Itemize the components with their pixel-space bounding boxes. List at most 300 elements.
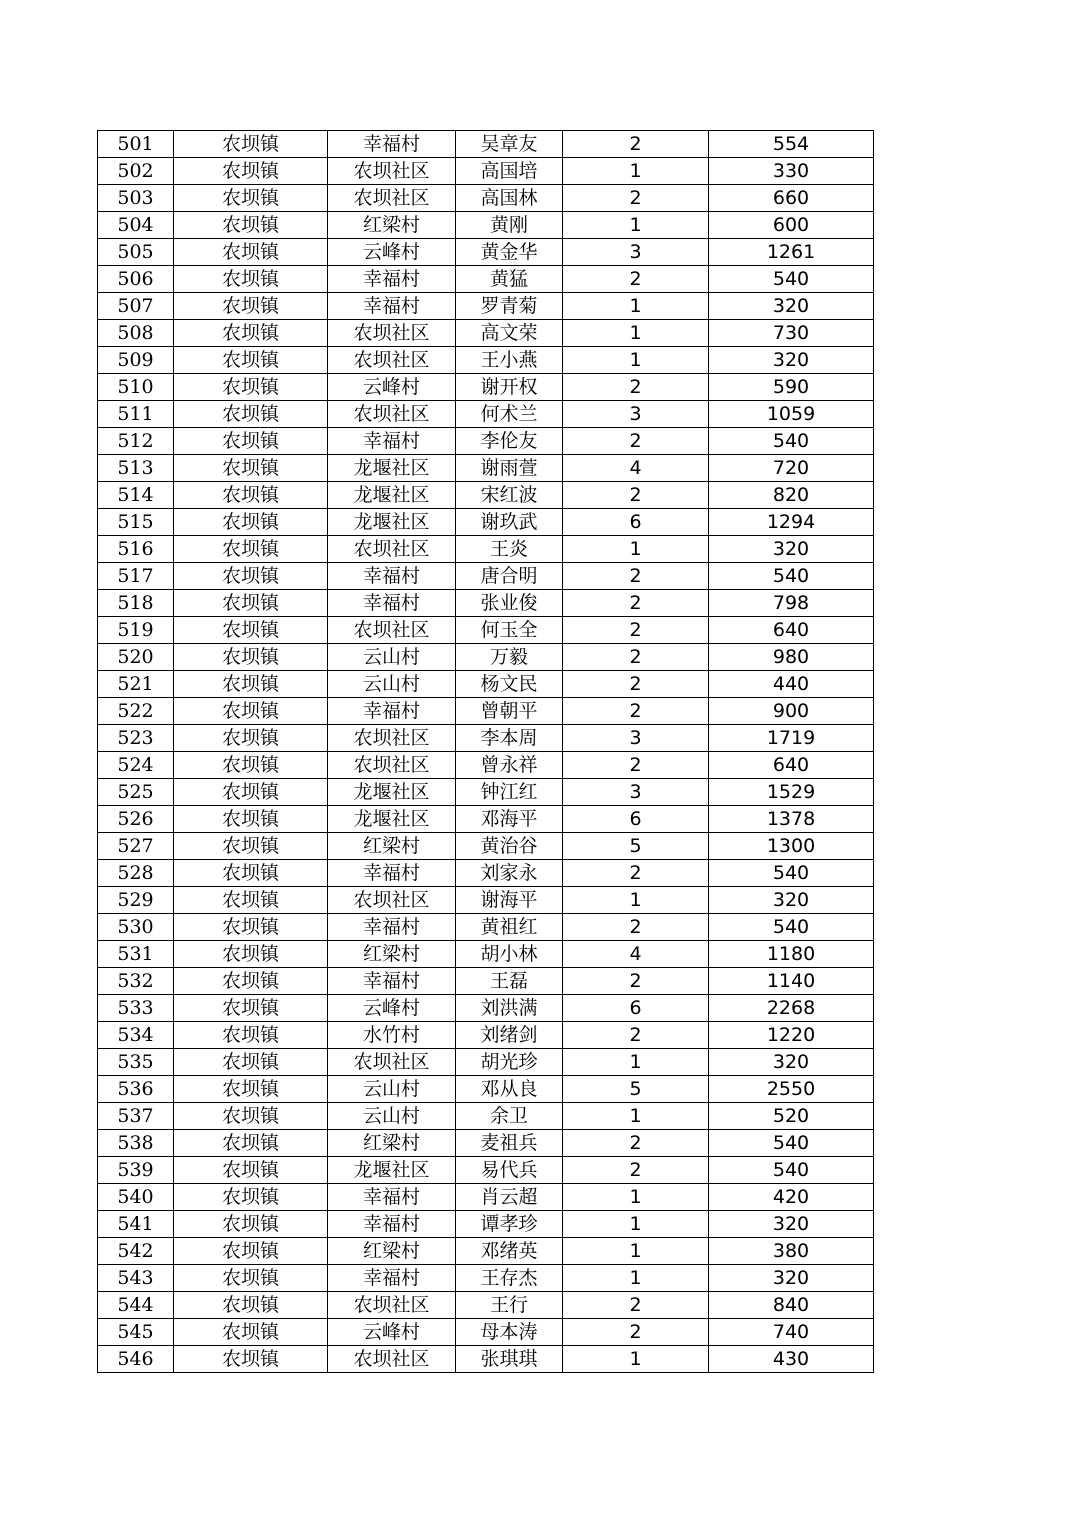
cell-amount: 600 [709,212,874,239]
table-row [98,779,874,806]
cell-village: 龙堰社区 [328,1157,456,1184]
cell-town: 农坝镇 [174,1022,328,1049]
cell-serial-number: 541 [98,1211,174,1238]
cell-household-count: 1 [563,158,709,185]
cell-serial-number: 542 [98,1238,174,1265]
cell-village: 红梁村 [328,833,456,860]
cell-town: 农坝镇 [174,941,328,968]
cell-serial-number: 517 [98,563,174,590]
cell-town: 农坝镇 [174,1265,328,1292]
cell-name: 谢海平 [456,887,563,914]
cell-village: 农坝社区 [328,158,456,185]
cell-household-count: 2 [563,1292,709,1319]
cell-town: 农坝镇 [174,617,328,644]
cell-name: 王炎 [456,536,563,563]
data-table-container [97,130,874,1373]
cell-village: 幸福村 [328,698,456,725]
cell-village: 水竹村 [328,1022,456,1049]
cell-name: 吴章友 [456,131,563,158]
cell-serial-number: 536 [98,1076,174,1103]
table-row [98,1130,874,1157]
cell-serial-number: 519 [98,617,174,644]
cell-village: 农坝社区 [328,401,456,428]
cell-serial-number: 534 [98,1022,174,1049]
cell-amount: 320 [709,536,874,563]
cell-amount: 320 [709,1211,874,1238]
cell-household-count: 2 [563,1319,709,1346]
table-row [98,968,874,995]
cell-town: 农坝镇 [174,1319,328,1346]
table-row [98,293,874,320]
cell-name: 李本周 [456,725,563,752]
cell-village: 农坝社区 [328,185,456,212]
cell-village: 龙堰社区 [328,509,456,536]
cell-town: 农坝镇 [174,374,328,401]
cell-village: 云峰村 [328,239,456,266]
cell-name: 易代兵 [456,1157,563,1184]
cell-amount: 440 [709,671,874,698]
cell-village: 农坝社区 [328,1049,456,1076]
cell-name: 高国林 [456,185,563,212]
cell-town: 农坝镇 [174,563,328,590]
cell-name: 余卫 [456,1103,563,1130]
cell-town: 农坝镇 [174,914,328,941]
cell-serial-number: 525 [98,779,174,806]
cell-village: 幸福村 [328,590,456,617]
cell-amount: 1180 [709,941,874,968]
cell-amount: 540 [709,563,874,590]
table-row [98,1346,874,1373]
table-row [98,644,874,671]
table-row [98,725,874,752]
cell-household-count: 2 [563,968,709,995]
cell-serial-number: 531 [98,941,174,968]
cell-household-count: 2 [563,698,709,725]
cell-village: 农坝社区 [328,536,456,563]
cell-serial-number: 522 [98,698,174,725]
cell-household-count: 1 [563,1265,709,1292]
table-row [98,860,874,887]
cell-town: 农坝镇 [174,428,328,455]
cell-serial-number: 532 [98,968,174,995]
cell-household-count: 1 [563,536,709,563]
cell-household-count: 2 [563,644,709,671]
cell-serial-number: 535 [98,1049,174,1076]
cell-serial-number: 543 [98,1265,174,1292]
cell-household-count: 1 [563,320,709,347]
cell-amount: 540 [709,428,874,455]
cell-amount: 1378 [709,806,874,833]
cell-serial-number: 524 [98,752,174,779]
cell-household-count: 2 [563,185,709,212]
cell-serial-number: 518 [98,590,174,617]
cell-amount: 320 [709,347,874,374]
table-row [98,1049,874,1076]
cell-amount: 720 [709,455,874,482]
table-row [98,347,874,374]
cell-amount: 1719 [709,725,874,752]
cell-name: 邓从良 [456,1076,563,1103]
cell-town: 农坝镇 [174,860,328,887]
cell-household-count: 5 [563,1076,709,1103]
cell-town: 农坝镇 [174,1238,328,1265]
table-row [98,806,874,833]
table-row [98,1238,874,1265]
table-row [98,1292,874,1319]
cell-household-count: 1 [563,293,709,320]
cell-serial-number: 502 [98,158,174,185]
cell-village: 农坝社区 [328,1292,456,1319]
cell-amount: 520 [709,1103,874,1130]
cell-village: 幸福村 [328,131,456,158]
cell-name: 万毅 [456,644,563,671]
cell-household-count: 2 [563,860,709,887]
cell-name: 黄治谷 [456,833,563,860]
cell-amount: 640 [709,617,874,644]
cell-amount: 320 [709,1049,874,1076]
cell-serial-number: 513 [98,455,174,482]
cell-serial-number: 504 [98,212,174,239]
cell-village: 云山村 [328,671,456,698]
cell-serial-number: 545 [98,1319,174,1346]
table-row [98,833,874,860]
cell-town: 农坝镇 [174,1157,328,1184]
cell-town: 农坝镇 [174,779,328,806]
cell-serial-number: 521 [98,671,174,698]
cell-serial-number: 530 [98,914,174,941]
table-row [98,617,874,644]
table-row [98,752,874,779]
table-row [98,239,874,266]
cell-amount: 420 [709,1184,874,1211]
cell-village: 幸福村 [328,968,456,995]
cell-amount: 330 [709,158,874,185]
cell-household-count: 1 [563,1184,709,1211]
cell-amount: 540 [709,1130,874,1157]
cell-household-count: 2 [563,266,709,293]
cell-household-count: 4 [563,455,709,482]
cell-town: 农坝镇 [174,455,328,482]
cell-name: 黄祖红 [456,914,563,941]
cell-village: 幸福村 [328,914,456,941]
cell-amount: 840 [709,1292,874,1319]
cell-amount: 2550 [709,1076,874,1103]
table-row [98,1211,874,1238]
cell-town: 农坝镇 [174,239,328,266]
cell-name: 王行 [456,1292,563,1319]
cell-town: 农坝镇 [174,752,328,779]
cell-village: 云峰村 [328,995,456,1022]
cell-amount: 554 [709,131,874,158]
cell-household-count: 2 [563,131,709,158]
cell-amount: 1140 [709,968,874,995]
cell-village: 红梁村 [328,1130,456,1157]
table-row [98,374,874,401]
cell-name: 刘家永 [456,860,563,887]
table-row [98,185,874,212]
cell-name: 杨文民 [456,671,563,698]
cell-serial-number: 546 [98,1346,174,1373]
cell-household-count: 2 [563,428,709,455]
cell-serial-number: 510 [98,374,174,401]
cell-name: 谢玖武 [456,509,563,536]
cell-amount: 730 [709,320,874,347]
table-row [98,509,874,536]
cell-village: 幸福村 [328,1265,456,1292]
cell-amount: 1294 [709,509,874,536]
cell-serial-number: 506 [98,266,174,293]
cell-town: 农坝镇 [174,293,328,320]
cell-household-count: 3 [563,239,709,266]
cell-village: 幸福村 [328,563,456,590]
cell-serial-number: 505 [98,239,174,266]
table-row [98,590,874,617]
table-row [98,455,874,482]
cell-town: 农坝镇 [174,482,328,509]
cell-name: 谢雨萱 [456,455,563,482]
cell-village: 农坝社区 [328,320,456,347]
cell-amount: 590 [709,374,874,401]
table-row [98,131,874,158]
cell-amount: 540 [709,914,874,941]
cell-name: 邓绪英 [456,1238,563,1265]
cell-household-count: 2 [563,590,709,617]
cell-serial-number: 523 [98,725,174,752]
cell-amount: 900 [709,698,874,725]
cell-name: 张业俊 [456,590,563,617]
table-row [98,482,874,509]
cell-serial-number: 529 [98,887,174,914]
cell-serial-number: 526 [98,806,174,833]
cell-serial-number: 544 [98,1292,174,1319]
cell-town: 农坝镇 [174,1346,328,1373]
cell-name: 何玉全 [456,617,563,644]
cell-serial-number: 512 [98,428,174,455]
table-row [98,698,874,725]
cell-amount: 320 [709,293,874,320]
cell-amount: 380 [709,1238,874,1265]
cell-household-count: 1 [563,1103,709,1130]
cell-household-count: 2 [563,563,709,590]
cell-town: 农坝镇 [174,1130,328,1157]
table-row [98,1157,874,1184]
cell-town: 农坝镇 [174,725,328,752]
cell-amount: 430 [709,1346,874,1373]
cell-household-count: 1 [563,887,709,914]
cell-household-count: 1 [563,212,709,239]
cell-village: 红梁村 [328,212,456,239]
table-row [98,212,874,239]
cell-town: 农坝镇 [174,590,328,617]
table-row [98,1103,874,1130]
cell-name: 曾永祥 [456,752,563,779]
cell-town: 农坝镇 [174,698,328,725]
cell-village: 农坝社区 [328,887,456,914]
cell-serial-number: 511 [98,401,174,428]
cell-town: 农坝镇 [174,401,328,428]
cell-amount: 320 [709,887,874,914]
cell-serial-number: 540 [98,1184,174,1211]
cell-town: 农坝镇 [174,671,328,698]
cell-town: 农坝镇 [174,185,328,212]
table-row [98,914,874,941]
cell-village: 幸福村 [328,266,456,293]
cell-household-count: 6 [563,806,709,833]
cell-name: 王存杰 [456,1265,563,1292]
cell-village: 幸福村 [328,1184,456,1211]
cell-village: 龙堰社区 [328,482,456,509]
cell-serial-number: 527 [98,833,174,860]
table-row [98,1184,874,1211]
cell-household-count: 2 [563,1157,709,1184]
cell-town: 农坝镇 [174,1049,328,1076]
cell-village: 龙堰社区 [328,806,456,833]
table-body [98,131,874,1373]
table-row [98,1319,874,1346]
cell-town: 农坝镇 [174,320,328,347]
cell-amount: 640 [709,752,874,779]
cell-household-count: 3 [563,725,709,752]
cell-village: 云峰村 [328,1319,456,1346]
cell-village: 农坝社区 [328,617,456,644]
cell-town: 农坝镇 [174,1103,328,1130]
cell-household-count: 2 [563,1130,709,1157]
cell-serial-number: 507 [98,293,174,320]
cell-village: 云山村 [328,1076,456,1103]
cell-town: 农坝镇 [174,968,328,995]
cell-name: 王小燕 [456,347,563,374]
cell-household-count: 6 [563,995,709,1022]
cell-town: 农坝镇 [174,644,328,671]
cell-town: 农坝镇 [174,806,328,833]
cell-name: 高国培 [456,158,563,185]
cell-household-count: 6 [563,509,709,536]
cell-household-count: 1 [563,1049,709,1076]
cell-name: 何术兰 [456,401,563,428]
cell-town: 农坝镇 [174,347,328,374]
cell-serial-number: 528 [98,860,174,887]
cell-amount: 980 [709,644,874,671]
cell-serial-number: 514 [98,482,174,509]
cell-village: 农坝社区 [328,752,456,779]
cell-village: 红梁村 [328,941,456,968]
cell-name: 刘洪满 [456,995,563,1022]
cell-name: 宋红波 [456,482,563,509]
cell-name: 母本涛 [456,1319,563,1346]
cell-amount: 540 [709,1157,874,1184]
cell-village: 幸福村 [328,860,456,887]
cell-amount: 798 [709,590,874,617]
table-row [98,1076,874,1103]
cell-name: 王磊 [456,968,563,995]
cell-amount: 2268 [709,995,874,1022]
cell-village: 农坝社区 [328,1346,456,1373]
cell-town: 农坝镇 [174,509,328,536]
cell-household-count: 2 [563,617,709,644]
table-row [98,428,874,455]
cell-name: 谢开权 [456,374,563,401]
cell-serial-number: 520 [98,644,174,671]
cell-village: 红梁村 [328,1238,456,1265]
cell-household-count: 2 [563,1022,709,1049]
cell-amount: 540 [709,860,874,887]
cell-serial-number: 516 [98,536,174,563]
cell-name: 唐合明 [456,563,563,590]
cell-amount: 1059 [709,401,874,428]
table-row [98,266,874,293]
cell-household-count: 4 [563,941,709,968]
cell-household-count: 3 [563,401,709,428]
table-row [98,536,874,563]
table-row [98,563,874,590]
cell-household-count: 2 [563,374,709,401]
cell-village: 幸福村 [328,293,456,320]
table-row [98,158,874,185]
cell-household-count: 2 [563,914,709,941]
cell-amount: 660 [709,185,874,212]
cell-household-count: 3 [563,779,709,806]
cell-household-count: 1 [563,347,709,374]
cell-household-count: 2 [563,482,709,509]
cell-town: 农坝镇 [174,131,328,158]
cell-name: 黄刚 [456,212,563,239]
cell-serial-number: 501 [98,131,174,158]
cell-name: 张琪琪 [456,1346,563,1373]
cell-town: 农坝镇 [174,212,328,239]
cell-amount: 1300 [709,833,874,860]
cell-name: 黄猛 [456,266,563,293]
cell-village: 云山村 [328,1103,456,1130]
cell-household-count: 1 [563,1346,709,1373]
cell-name: 黄金华 [456,239,563,266]
cell-town: 农坝镇 [174,158,328,185]
cell-town: 农坝镇 [174,536,328,563]
cell-town: 农坝镇 [174,1292,328,1319]
cell-amount: 1529 [709,779,874,806]
cell-village: 农坝社区 [328,725,456,752]
cell-town: 农坝镇 [174,995,328,1022]
table-row [98,941,874,968]
cell-household-count: 2 [563,752,709,779]
cell-amount: 320 [709,1265,874,1292]
cell-serial-number: 538 [98,1130,174,1157]
cell-serial-number: 539 [98,1157,174,1184]
cell-village: 幸福村 [328,428,456,455]
cell-serial-number: 533 [98,995,174,1022]
cell-name: 李伦友 [456,428,563,455]
cell-name: 胡光珍 [456,1049,563,1076]
data-table [97,130,874,1373]
table-row [98,1022,874,1049]
cell-village: 龙堰社区 [328,779,456,806]
cell-name: 曾朝平 [456,698,563,725]
cell-name: 邓海平 [456,806,563,833]
cell-name: 高文荣 [456,320,563,347]
cell-town: 农坝镇 [174,1211,328,1238]
cell-village: 农坝社区 [328,347,456,374]
cell-serial-number: 503 [98,185,174,212]
table-row [98,401,874,428]
cell-amount: 740 [709,1319,874,1346]
cell-town: 农坝镇 [174,887,328,914]
cell-amount: 1220 [709,1022,874,1049]
cell-serial-number: 508 [98,320,174,347]
cell-amount: 1261 [709,239,874,266]
cell-name: 肖云超 [456,1184,563,1211]
table-row [98,887,874,914]
cell-village: 龙堰社区 [328,455,456,482]
cell-amount: 540 [709,266,874,293]
